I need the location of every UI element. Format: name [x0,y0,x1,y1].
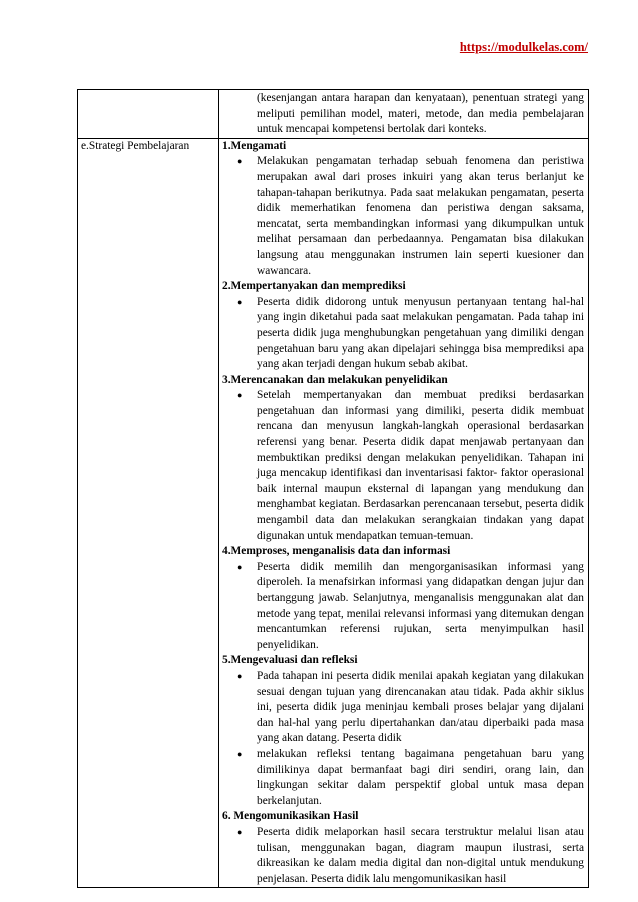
list-item-text: melakukan refleksi tentang bagaimana pengetahuan baru yang dimilikinya dapat bermanfaat bagi diri sendiri, orang lain, dan lingkungan sekitar dalam perspektif global untuk masa depan berkelanjutan. [257,747,584,807]
list-item [222,295,584,373]
list-item-text: Melakukan pengamatan terhadap sebuah fenomena dan peristiwa merupakan awal dari proses inkuiri yang akan terus berlanjut ke tahapan-tahapan berikutnya. Pada saat melakukan pengamatan, peserta didik memerhatikan fenomena dan peristiwa dengan saksama, mencatat, serta membandingkan informasi yang dikumpulkan untuk melihat persamaan dan perbedaannya. Pengamatan bisa dilakukan langsung atau menggunakan instrumen lain seperti kuesioner dan wawancara. [257,155,584,277]
section-title: 1.Mengamati [222,139,287,152]
list-item [222,560,584,654]
bullet-icon: ● [237,296,243,307]
list-item-text: Peserta didik melaporkan hasil secara terstruktur melalui lisan atau tulisan, menggunakan bagan, diagram maupun ilustrasi, serta dikreasikan ke dalam media digital dan non-digital untuk mendukung penjelasan. Peserta didik lalu mengomunikasikan hasil [257,825,584,885]
strategy-table [77,89,589,888]
list-item [222,154,584,279]
bullet-list [222,295,584,373]
table-row [78,138,589,888]
section-title: 3.Merencanakan dan melakukan penyelidikan [222,373,448,386]
bullet-list [222,388,584,544]
list-item-text: Pada tahapan ini peserta didik menilai apakah kegiatan yang dilakukan sesuai dengan tujuan yang direncanakan atau tidak. Pada akhir siklus ini, peserta didik juga meninjau kembali proses belajar yang dijalani dan hal-hal yang perlu dipertahankan dan/atau diperbaiki pada masa yang akan datang. Peserta didik [257,669,584,745]
section-title: 6. Mengomunikasikan Hasil [222,810,359,823]
row-label: e.Strategi Pembelajaran [78,138,219,888]
bullet-icon: ● [237,826,243,837]
bullet-list [222,154,584,279]
bullet-icon: ● [237,390,243,401]
list-item-text: Peserta didik didorong untuk menyusun pertanyaan tentang hal-hal yang ingin diketahui pada saat melakukan pengamatan. Pada tahap ini peserta didik juga menghubungkan pengetahuan yang dimiliki dengan pengetahuan baru yang akan dipelajari sehingga bisa memprediksi apa yang akan terjadi dengan hukum sebab akibat. [257,295,584,371]
table-row [78,90,589,139]
list-item [222,747,584,809]
list-item-text: Peserta didik memilih dan mengorganisasikan informasi yang diperoleh. Ia menafsirkan informasi yang didapatkan dengan jujur dan bertanggung jawab. Selanjutnya, menganalisis menggunakan alat dan metode yang tepat, menilai relevansi informasi yang ditemukan dengan mencantumkan referensi rujukan, serta menyimpulkan hasil penyelidikan. [257,560,584,651]
header-url-link[interactable]: https://modulkelas.com/ [459,40,588,54]
list-item [222,669,584,747]
row-content [219,138,589,888]
bullet-list [222,669,584,809]
list-item [222,825,584,887]
row-label [78,90,219,139]
section-title: 5.Mengevaluasi dan refleksi [222,654,358,667]
bullet-list [222,825,584,887]
list-item [222,388,584,544]
bullet-list [222,560,584,654]
bullet-icon: ● [237,561,243,572]
bullet-icon: ● [237,156,243,167]
section-title: 4.Memproses, menganalisis data dan informasi [222,545,451,558]
section-title: 2.Mempertanyakan dan memprediksi [222,280,406,293]
list-item-text: Setelah mempertanyakan dan membuat prediksi berdasarkan pengetahuan dan informasi yang dimiliki, peserta didik membuat rencana dan menyusun langkah-langkah operasional berdasarkan referensi yang benar. Peserta didik dapat menjawab pertanyaan dan membuktikan prediksi dengan melakukan penyelidikan. Tahapan ini juga mencakup identifikasi dan inventarisasi faktor- faktor operasional baik internal maupun eksternal di lapangan yang mendukung dan menghambat kegiatan. Berdasarkan perencanaan tersebut, peserta didik mengambil data dan melakukan serangkaian tindakan yang dapat digunakan untuk mendapatkan temuan-temuan. [257,389,584,542]
row-content [219,90,589,139]
continuation-paragraph: (kesenjangan antara harapan dan kenyataan), penentuan strategi yang meliputi pemilihan model, materi, metode, dan media pembelajaran untuk mencapai kompetensi bertolak dari konteks. [257,92,584,136]
bullet-icon: ● [237,670,243,681]
bullet-icon: ● [237,748,243,759]
